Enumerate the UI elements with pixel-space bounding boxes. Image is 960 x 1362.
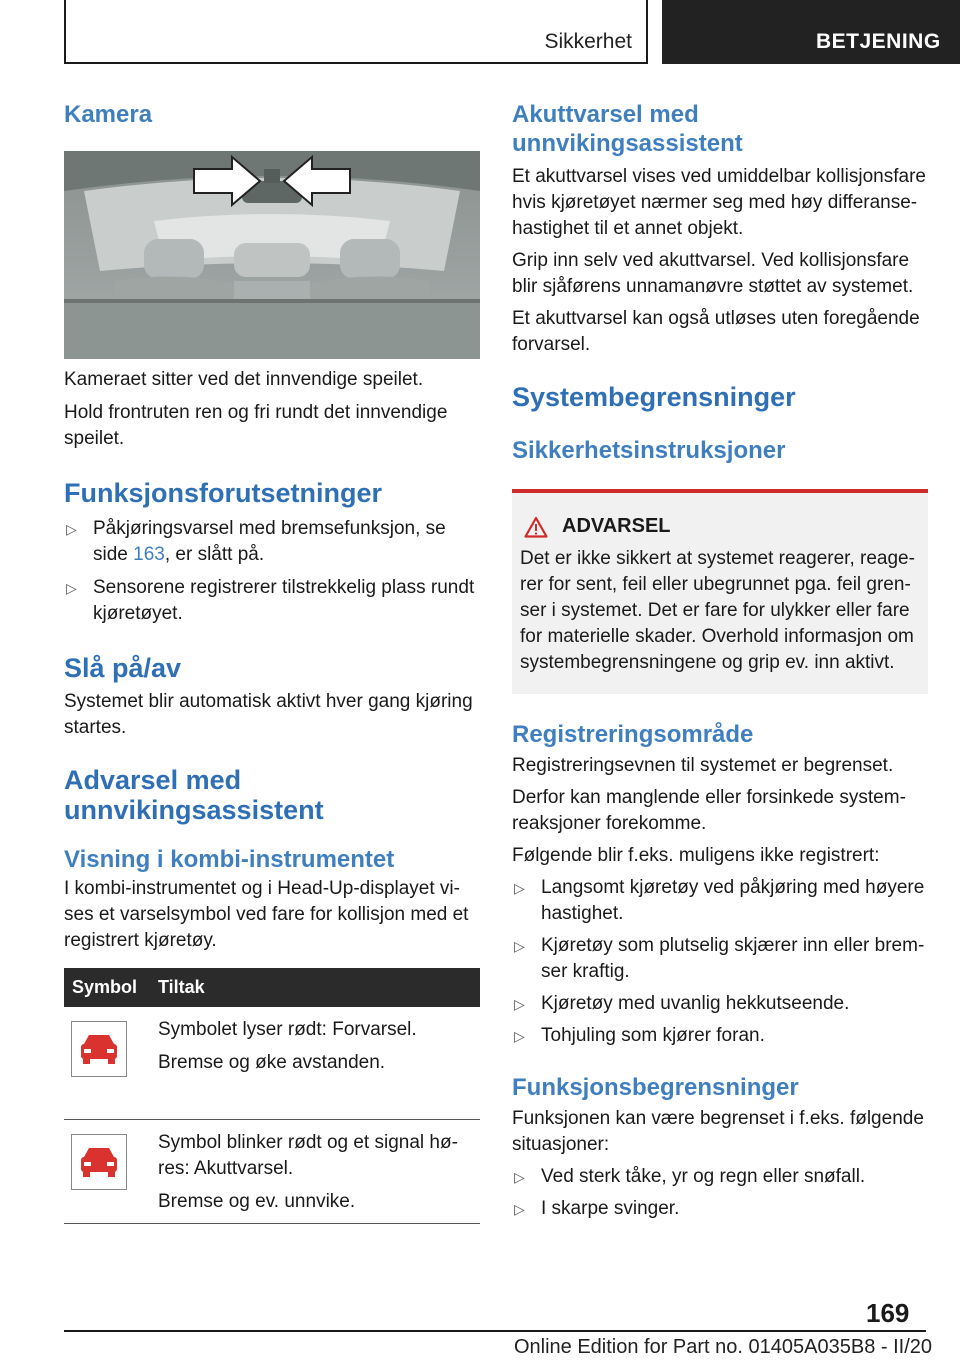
reg-list: [512, 875, 928, 1049]
kamera-paragraph-1: Kameraet sitter ved det innvendige speilet.: [64, 369, 424, 390]
camera-interior-photo: [64, 151, 480, 359]
warning-box: [512, 489, 928, 694]
warning-title: ADVARSEL: [520, 515, 920, 538]
list-item: ▷ Kjøretøy som plutselig skjærer inn eller bremser kraftig.: [514, 935, 925, 982]
heading-akutt-1: Akuttvarsel med: [512, 101, 699, 128]
warning-text: Det er ikke sikkert at systemet reagerer, reagerer for sent, feil eller ubegrunnet pga. feil grenser i systemet. Det er fare for ulykker eller fare for materielle skader. Overhold informasjon om systembegrensningene og grip ev. inn aktivt.: [520, 548, 915, 673]
akutt-paragraph-1: Et akuttvarsel vises ved umiddelbar kollisjonsfare hvis kjøretøyet nærmer seg med høy differansehastighet til et annet objekt.: [512, 166, 926, 239]
list-item: ▷ Påkjøringsvarsel med bremsefunksjon, se side 163, er slått på.: [66, 518, 446, 565]
triangle-right-icon: ▷: [514, 1201, 525, 1217]
table-row: [64, 1120, 480, 1224]
right-column: [512, 100, 928, 1222]
list-item: ▷ I skarpe svinger.: [512, 1196, 928, 1222]
heading-sikkerhetsinstruksjoner: Sikkerhetsinstruksjoner: [512, 437, 786, 464]
funkbeg-list: [512, 1164, 928, 1222]
reg-paragraph-3: Følgende blir f.eks. muligens ikke registrert:: [512, 845, 880, 866]
heading-funksjonsbegrensninger: Funksjonsbegrensninger: [512, 1074, 799, 1101]
triangle-right-icon: ▷: [514, 1028, 525, 1044]
visning-paragraph: I kombi-instrumentet og i Head-Up-displayet vises et varselsymbol ved fare for kollisjon med et registrert kjøretøy.: [64, 878, 469, 951]
akutt-paragraph-2: Grip inn selv ved akuttvarsel. Ved kollisjonsfare blir sjåførens unnamanøvre støttet av systemet.: [512, 250, 914, 297]
heading-kamera: Kamera: [64, 101, 153, 128]
triangle-right-icon: ▷: [514, 880, 525, 896]
car-warning-icon: [71, 1021, 127, 1077]
sla-paragraph: Systemet blir automatisk aktivt hver gang kjøring startes.: [64, 691, 473, 738]
row2-line1: Symbol blinker rødt og et signal høres: Akuttvarsel.: [158, 1132, 458, 1179]
list-item: ▷ Ved sterk tåke, yr og regn eller snøfall.: [512, 1164, 928, 1190]
heading-visning: Visning i kombi-instrumentet: [64, 846, 395, 873]
triangle-right-icon: ▷: [514, 1169, 525, 1185]
heading-funksjonsforutsetninger: Funksjonsforutsetninger: [64, 478, 383, 508]
funkbeg-paragraph: Funksjonen kan være begrenset i f.eks. følgende situasjoner:: [512, 1108, 924, 1155]
reg-paragraph-2: Derfor kan manglende eller forsinkede systemreaksjoner forekomme.: [512, 787, 906, 834]
row1-line1: Symbolet lyser rødt: Forvarsel.: [158, 1019, 417, 1040]
left-column: [64, 100, 480, 1224]
akutt-paragraph-3: Et akuttvarsel kan også utløses uten foregående forvarsel.: [512, 308, 920, 355]
list-item: ▷ Sensorene registrerer tilstrekkelig plass rundt kjøretøyet.: [66, 577, 475, 624]
list-item: ▷ Tohjuling som kjører foran.: [512, 1023, 928, 1049]
kamera-paragraph-2: Hold frontruten ren og fri rundt det innvendige speilet.: [64, 402, 448, 449]
footer-divider: [64, 1330, 926, 1332]
footer-edition: Online Edition for Part no. 01405A035B8 - II/20: [513, 1336, 932, 1358]
heading-advarsel-2: unnvikingsassistent: [64, 795, 324, 825]
car-warning-icon: [71, 1134, 127, 1190]
triangle-right-icon: ▷: [514, 938, 525, 954]
warning-triangle-icon: [524, 516, 548, 538]
row2-line2: Bremse og ev. unnvike.: [158, 1191, 356, 1212]
heading-advarsel-1: Advarsel med: [64, 765, 242, 795]
col-symbol: Symbol: [64, 968, 158, 1007]
page-number: 169: [866, 1298, 910, 1328]
heading-sla-pa-av: Slå på/av: [64, 653, 182, 683]
funk-list: [64, 516, 480, 627]
reg-paragraph-1: Registreringsevnen til systemet er begrenset.: [512, 755, 894, 776]
heading-systembegrensninger: Systembegrensninger: [512, 382, 796, 412]
header-section-title: Sikkerhet: [544, 30, 632, 53]
list-item: ▷ Kjøretøy med uvanlig hekkutseende.: [512, 991, 928, 1017]
triangle-right-icon: ▷: [66, 580, 77, 596]
triangle-right-icon: ▷: [514, 996, 525, 1012]
row1-line2: Bremse og øke avstanden.: [158, 1052, 386, 1073]
page-link-163[interactable]: 163: [133, 544, 165, 565]
table-row: [64, 1007, 480, 1120]
header-chapter-tab: BETJENING: [662, 0, 960, 64]
list-item: ▷ Langsomt kjøretøy ved påkjøring med høyere hastighet.: [514, 877, 925, 924]
col-tiltak: Tiltak: [158, 968, 480, 1007]
triangle-right-icon: ▷: [66, 521, 77, 537]
heading-akutt-2: unnvikingsassistent: [512, 130, 743, 157]
symbol-table: [64, 968, 480, 1224]
heading-registreringsomrade: Registreringsområde: [512, 721, 754, 748]
header-left-frame: [64, 0, 648, 64]
